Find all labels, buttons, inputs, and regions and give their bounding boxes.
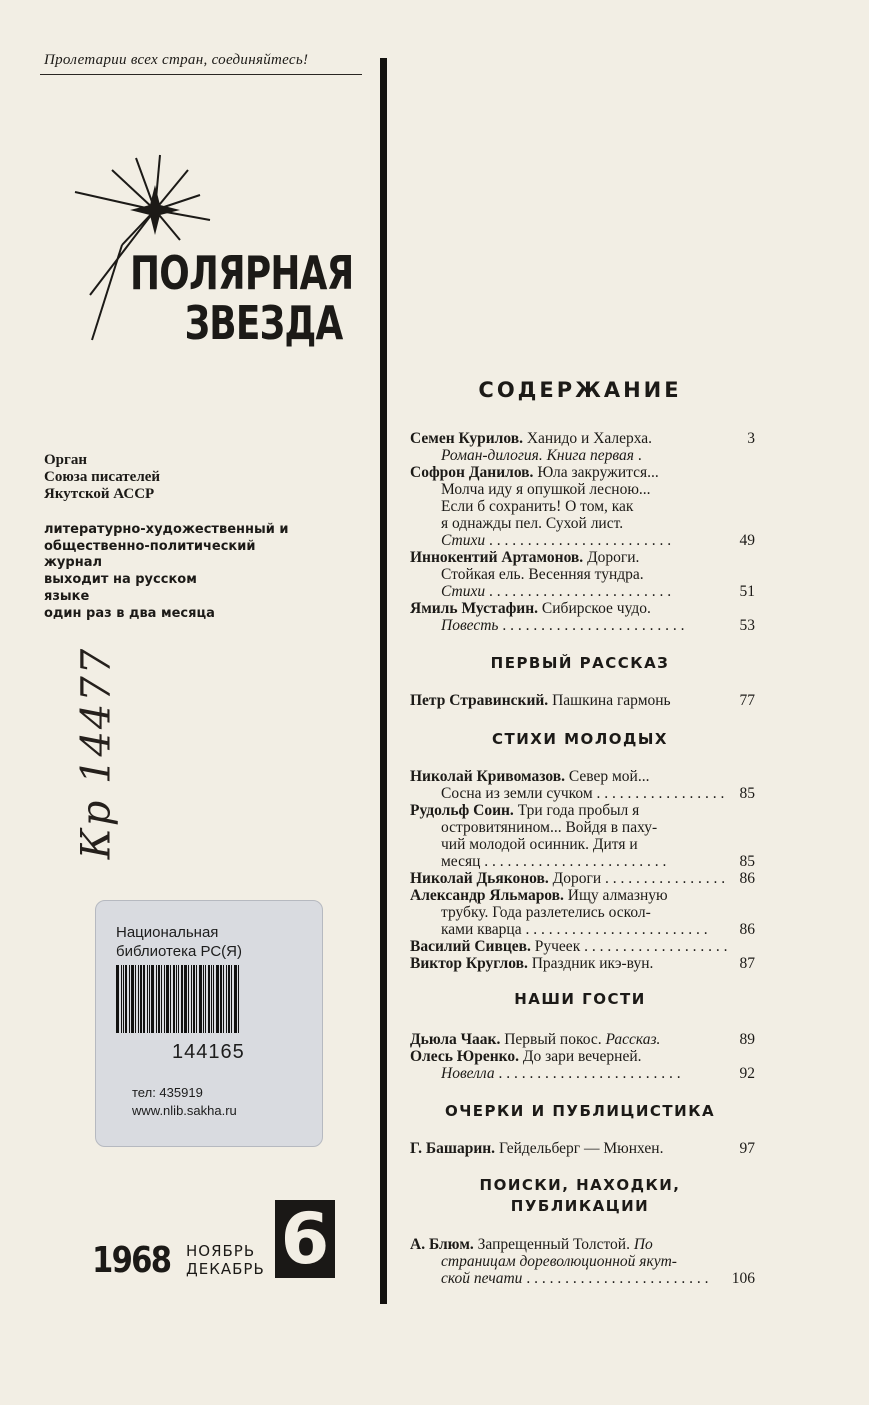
- barcode-stripe: [158, 965, 160, 1033]
- section-heading-line: ПУБЛИКАЦИИ: [510, 1197, 650, 1215]
- library-name-line: библиотека РС(Я): [116, 943, 242, 960]
- library-contacts: [132, 1084, 237, 1120]
- description-block: [44, 522, 288, 622]
- column-divider: [380, 58, 387, 1304]
- barcode-stripe: [220, 965, 222, 1033]
- barcode-stripe: [151, 965, 154, 1033]
- toc-entry: Виктор Круглов. Праздник икэ-вун. 87: [410, 955, 755, 972]
- description-line: журнал: [44, 555, 102, 571]
- toc-entry: Рудольф Соин. Три года пробыл я островитянином... Войдя в паху- чий молодой осинник. Дитя и месяц . . . 85: [410, 802, 755, 870]
- barcode-icon: [116, 965, 256, 1033]
- barcode-stripe: [116, 965, 119, 1033]
- description-line: один раз в два месяца: [44, 605, 215, 621]
- publisher-line: Орган: [44, 452, 87, 468]
- barcode-stripe: [223, 965, 224, 1033]
- barcode-stripe: [129, 965, 130, 1033]
- barcode-stripe: [138, 965, 139, 1033]
- toc-title: СОДЕРЖАНИЕ: [478, 378, 682, 402]
- barcode-stripe: [199, 965, 202, 1033]
- barcode-stripe: [170, 965, 171, 1033]
- library-name: [116, 923, 242, 961]
- publisher-block: [44, 452, 160, 503]
- section-heading: ПЕРВЫЙ РАССКАЗ: [490, 654, 670, 672]
- toc-entry: Петр Стравинский. Пашкина гармонь 77: [410, 692, 755, 709]
- toc-entry: Дьюла Чаак. Первый покос. Рассказ. 89: [410, 1031, 755, 1048]
- barcode-stripe: [121, 965, 122, 1033]
- barcode-stripe: [173, 965, 175, 1033]
- library-sticker: [95, 900, 323, 1147]
- barcode-stripe: [193, 965, 195, 1033]
- barcode-stripe: [226, 965, 227, 1033]
- barcode-stripe: [184, 965, 187, 1033]
- barcode-stripe: [205, 965, 206, 1033]
- section-heading: ОЧЕРКИ И ПУБЛИЦИСТИКА: [444, 1102, 716, 1120]
- toc-entry: Софрон Данилов. Юла закружится... Молча иду я опушкой лесною... Если б сохранить! О том, как я однажды пел. Сухой лист. Стихи . . . 49: [410, 464, 755, 549]
- barcode-stripe: [216, 965, 219, 1033]
- barcode-stripe: [156, 965, 157, 1033]
- description-line: общественно-политический: [44, 538, 256, 554]
- toc-entry: Василий Сивцев. Ручеек . . .: [410, 938, 755, 955]
- toc-entry: Николай Дьяконов. Дороги . . . 86: [410, 870, 755, 887]
- barcode-stripe: [211, 965, 212, 1033]
- magazine-title: [130, 248, 353, 348]
- issue-number: 6: [275, 1200, 335, 1278]
- issue-months: [186, 1242, 265, 1278]
- description-line: выходит на русском: [44, 572, 197, 588]
- toc-entry: А. Блюм. Запрещенный Толстой. По страницам дореволюционной якут- ской печати . . . 106: [410, 1236, 755, 1287]
- barcode-stripe: [234, 965, 237, 1033]
- barcode-stripe: [213, 965, 214, 1033]
- publisher-line: Союза писателей: [44, 469, 161, 485]
- section-heading: СТИХИ МОЛОДЫХ: [492, 730, 668, 748]
- title-line-1: ПОЛЯРНАЯ: [130, 246, 354, 300]
- library-website: www.nlib.sakha.ru: [132, 1103, 237, 1118]
- toc-entry: Александр Яльмаров. Ищу алмазную трубку. Года разлетелись оскол- ками кварца . . . 86: [410, 887, 755, 938]
- barcode-stripe: [208, 965, 210, 1033]
- barcode-stripe: [143, 965, 145, 1033]
- barcode-stripe: [131, 965, 134, 1033]
- toc-entry: Николай Кривомазов. Север мой... Сосна из земли сучком . . . 85: [410, 768, 755, 802]
- issue-month: НОЯБРЬ: [186, 1242, 256, 1260]
- barcode-stripe: [196, 965, 197, 1033]
- library-name-line: Национальная: [116, 924, 219, 941]
- barcode-stripe: [135, 965, 136, 1033]
- publisher-line: Якутской АССР: [44, 486, 155, 502]
- barcode-stripe: [238, 965, 239, 1033]
- barcode-stripe: [203, 965, 204, 1033]
- barcode-number: 144165: [172, 1041, 245, 1063]
- barcode-stripe: [178, 965, 179, 1033]
- barcode-stripe: [123, 965, 124, 1033]
- issue-month: ДЕКАБРЬ: [186, 1260, 265, 1278]
- toc-entry: Семен Курилов. Ханидо и Халерха. 3 Роман-дилогия. Книга первая .: [410, 430, 755, 464]
- description-line: языке: [44, 588, 90, 604]
- barcode-stripe: [191, 965, 192, 1033]
- toc-entry: Иннокентий Артамонов. Дороги. Стойкая ель. Весенняя тундра. Стихи . . . 51: [410, 549, 755, 600]
- barcode-stripe: [125, 965, 127, 1033]
- handwritten-shelfmark: Кр 14477: [73, 646, 120, 860]
- issue-year: 1968: [92, 1240, 171, 1281]
- library-phone: тел: 435919: [132, 1085, 203, 1100]
- motto-underline: [40, 74, 362, 75]
- barcode-stripe: [228, 965, 230, 1033]
- toc-entry: Олесь Юренко. До зари вечерней. Новелла . . . 92: [410, 1048, 755, 1082]
- barcode-stripe: [231, 965, 232, 1033]
- motto: Пролетарии всех стран, соединяйтесь!: [44, 52, 309, 68]
- barcode-stripe: [164, 965, 165, 1033]
- title-line-2: ЗВЕЗДА: [184, 296, 343, 350]
- section-heading: НАШИ ГОСТИ: [514, 990, 646, 1008]
- section-heading: [410, 1175, 750, 1217]
- toc-entry: Ямиль Мустафин. Сибирское чудо. Повесть . . . 53: [410, 600, 755, 634]
- barcode-stripe: [140, 965, 142, 1033]
- barcode-stripe: [149, 965, 150, 1033]
- description-line: литературно-художественный и: [44, 522, 289, 537]
- barcode-stripe: [161, 965, 162, 1033]
- toc-entry: Г. Башарин. Гейдельберг — Мюнхен. 97: [410, 1140, 755, 1157]
- barcode-stripe: [188, 965, 189, 1033]
- barcode-stripe: [176, 965, 177, 1033]
- barcode-stripe: [166, 965, 169, 1033]
- barcode-stripe: [181, 965, 183, 1033]
- barcode-stripe: [147, 965, 148, 1033]
- section-heading-line: ПОИСКИ, НАХОДКИ,: [479, 1176, 681, 1194]
